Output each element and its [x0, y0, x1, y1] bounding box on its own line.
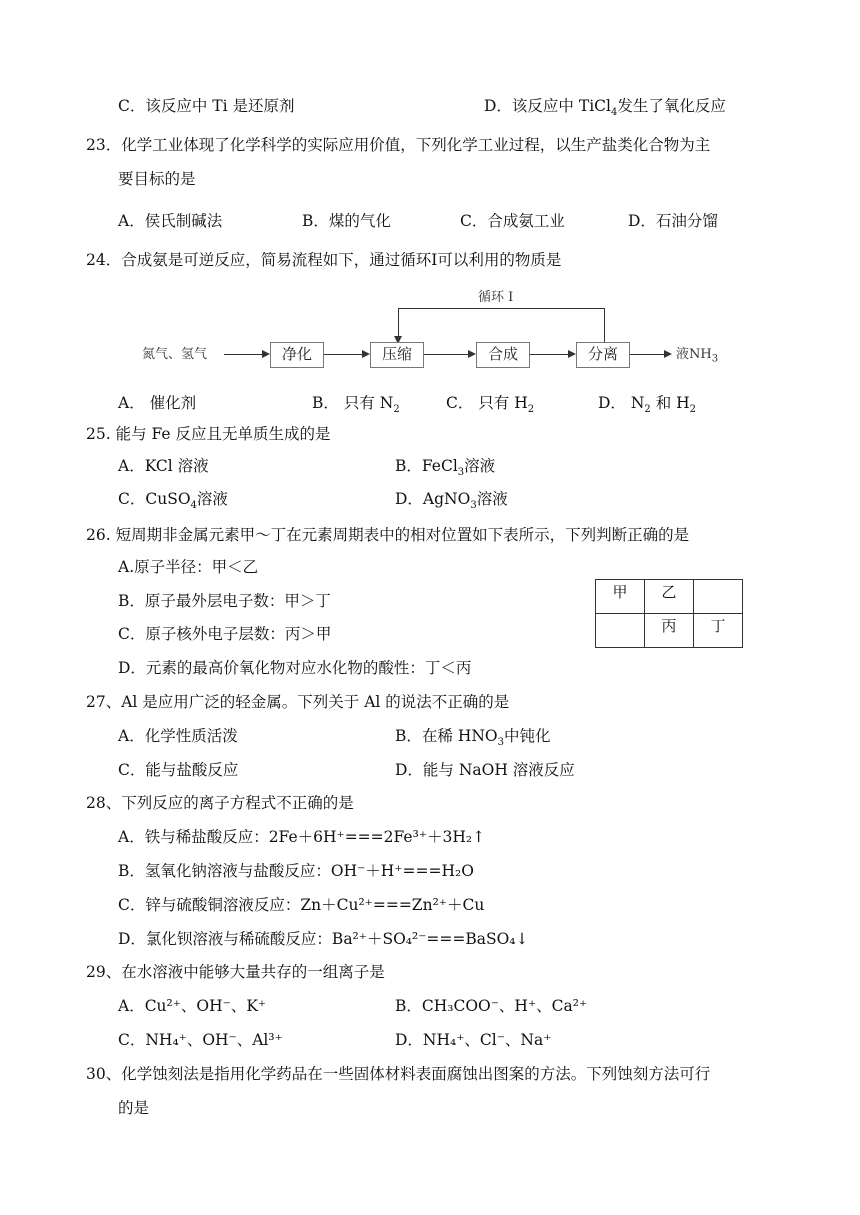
q24-option-a: A． 催化剂 [118, 394, 197, 412]
q29-option-d: D．NH₄⁺、Cl⁻、Na⁺ [395, 1031, 552, 1049]
loop-line-across [398, 308, 604, 309]
flow-arrow-1 [224, 354, 268, 355]
q24-option-d: D． $N_2$ 和 $H_2$ [598, 394, 697, 416]
q29-option-b: B．CH₃COO⁻、H⁺、Ca²⁺ [395, 997, 588, 1015]
table-cell [596, 614, 645, 648]
flow-box-purify: 净化 [270, 342, 324, 368]
flow-input-label: 氮气、氢气 [142, 347, 208, 362]
flow-box-separate: 分离 [576, 342, 630, 368]
q25-option-a: A．KCl 溶液 [118, 457, 209, 475]
q26-stem: 26. 短周期非金属元素甲～丁在元素周期表中的相对位置如下表所示，下列判断正确的是 [86, 526, 690, 544]
q23-stem-line1: 23．化学工业体现了化学科学的实际应用价值，下列化学工业过程，以生产盐类化合物为主 [86, 136, 711, 154]
flow-arrow-5 [630, 354, 670, 355]
q26-option-a: A.原子半径：甲＜乙 [118, 558, 259, 576]
q26-option-b: B．原子最外层电子数：甲＞丁 [118, 592, 331, 610]
q27-stem: 27、Al 是应用广泛的轻金属。下列关于 Al 的说法不正确的是 [86, 693, 510, 711]
table-cell: 乙 [645, 580, 694, 614]
flow-box-synthesis: 合成 [476, 342, 530, 368]
table-cell: 丁 [694, 614, 743, 648]
q25-option-b: B．FeCl$_3$溶液 [395, 457, 496, 479]
q29-option-c: C．NH₄⁺、OH⁻、Al³⁺ [118, 1031, 283, 1049]
table-cell [694, 580, 743, 614]
q23-option-b: B．煤的气化 [302, 212, 391, 230]
q27-option-a: A．化学性质活泼 [118, 727, 238, 745]
loop-arrow-down [398, 308, 399, 338]
ammonia-flow-diagram [142, 288, 742, 372]
periodic-table-fragment [595, 579, 743, 648]
flow-arrow-4 [530, 354, 574, 355]
q27-option-b: B．在稀 $HNO_3$中钝化 [395, 727, 551, 749]
q22-option-c: C．该反应中 Ti 是还原剂 [118, 97, 295, 115]
q25-option-d: D．AgNO$_3$溶液 [395, 490, 508, 512]
q30-stem-line1: 30、化学蚀刻法是指用化学药品在一些固体材料表面腐蚀出图案的方法。下列蚀刻方法可行 [86, 1065, 711, 1083]
q29-option-a: A．Cu²⁺、OH⁻、K⁺ [118, 997, 267, 1015]
flow-box-compress: 压缩 [370, 342, 424, 368]
flow-arrow-3 [424, 354, 474, 355]
flow-arrow-2 [324, 354, 368, 355]
q26-option-c: C．原子核外电子层数：丙＞甲 [118, 625, 332, 643]
table-cell: 丙 [645, 614, 694, 648]
q23-stem-line2: 要目标的是 [118, 170, 196, 188]
q23-option-d: D．石油分馏 [628, 212, 718, 230]
q23-option-a: A．侯氏制碱法 [118, 212, 223, 230]
q23-option-c: C．合成氨工业 [460, 212, 565, 230]
q28-option-a: A．铁与稀盐酸反应：2Fe＋6H⁺===2Fe³⁺＋3H₂↑ [118, 828, 486, 846]
q27-option-c: C．能与盐酸反应 [118, 761, 239, 779]
q27-option-d: D．能与 NaOH 溶液反应 [395, 761, 575, 779]
q25-option-c: C．CuSO$_4$溶液 [118, 490, 228, 512]
q24-option-c: C． 只有 $H_2$ [446, 394, 535, 416]
flow-output-label: 液$NH_3$ [676, 347, 719, 365]
q29-stem: 29、在水溶液中能够大量共存的一组离子是 [86, 963, 385, 981]
loop-line-up [604, 308, 605, 342]
q26-option-d: D．元素的最高价氧化物对应水化物的酸性：丁＜丙 [118, 659, 472, 677]
q28-option-b: B．氢氧化钠溶液与盐酸反应：OH⁻＋H⁺===H₂O [118, 862, 474, 880]
loop-label: 循环 Ⅰ [478, 290, 514, 305]
table-cell: 甲 [596, 580, 645, 614]
q28-stem: 28、下列反应的离子方程式不正确的是 [86, 794, 354, 812]
q28-option-c: C．锌与硫酸铜溶液反应：Zn＋Cu²⁺===Zn²⁺＋Cu [118, 896, 485, 914]
q28-option-d: D．氯化钡溶液与稀硫酸反应：Ba²⁺＋SO₄²⁻===BaSO₄↓ [118, 930, 529, 948]
q24-stem: 24．合成氨是可逆反应，简易流程如下，通过循环Ⅰ可以利用的物质是 [86, 251, 562, 269]
q22-option-d: D．该反应中 TiCl$_4$发生了氧化反应 [484, 97, 726, 119]
q30-stem-line2: 的是 [118, 1099, 150, 1117]
q24-option-b: B． 只有 $N_2$ [312, 394, 400, 416]
q25-stem: 25. 能与 Fe 反应且无单质生成的是 [86, 425, 331, 443]
